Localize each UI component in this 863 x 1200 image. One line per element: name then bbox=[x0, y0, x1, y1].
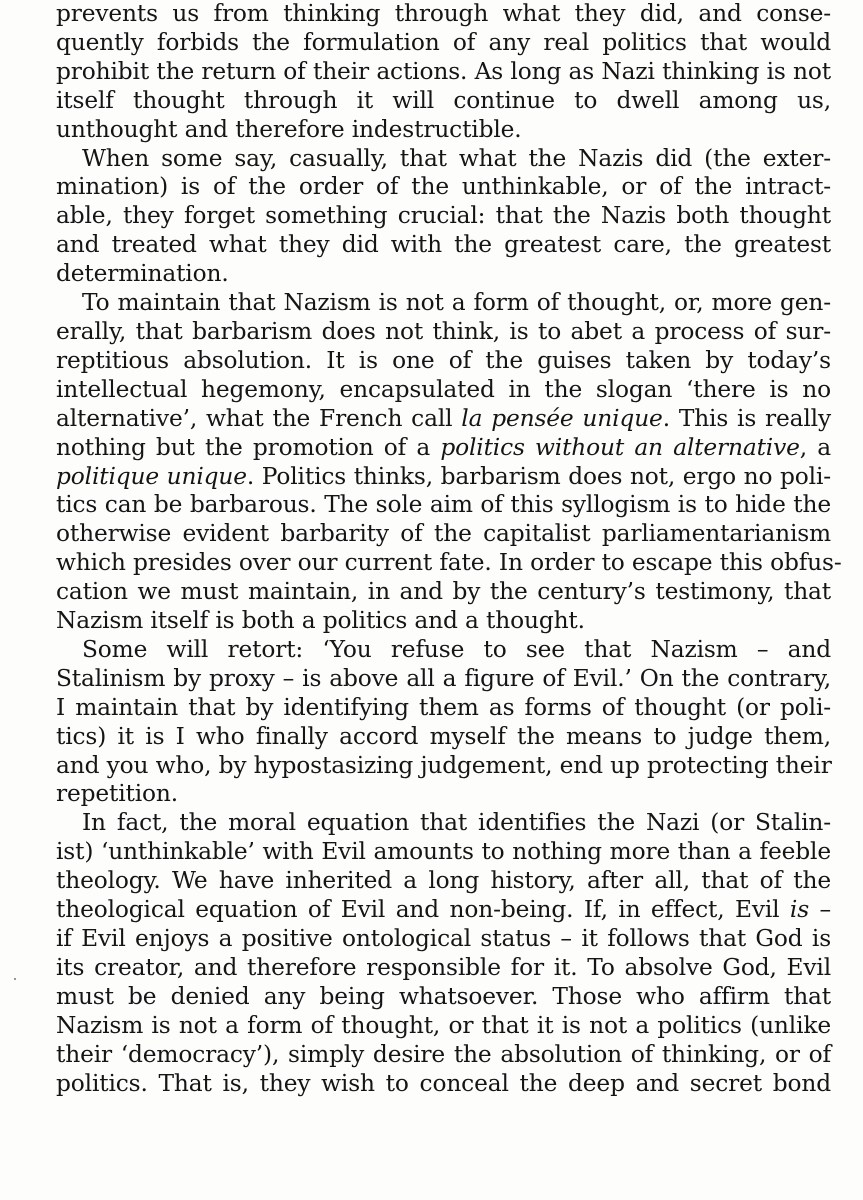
italic-phrase: la pensée unique bbox=[461, 404, 663, 432]
text-line: cation we must maintain, in and by the century’s testimony, that bbox=[56, 578, 831, 606]
text-line: must be denied any being whatsoever. Those who affirm that bbox=[56, 982, 831, 1010]
text-line: intellectual hegemony, encapsulated in the slogan ‘there is no bbox=[56, 375, 831, 403]
text-line: ist) ‘unthinkable’ with Evil amounts to nothing more than a feeble bbox=[56, 838, 831, 866]
italic-phrase: politics without an alternative bbox=[440, 433, 800, 461]
paragraph-3 bbox=[56, 289, 842, 636]
text-line: theological equation of Evil and non-being. If, in effect, Evil is – bbox=[56, 896, 831, 924]
text-line: able, they forget something crucial: that the Nazis both thought bbox=[56, 202, 831, 230]
stray-ink-mark bbox=[14, 978, 16, 980]
text-line: which presides over our current fate. In order to escape this obfus- bbox=[56, 549, 842, 577]
text-line: determination. bbox=[56, 260, 229, 288]
text-line: mination) is of the order of the unthinkable, or of the intract- bbox=[56, 173, 831, 201]
italic-phrase: is bbox=[789, 896, 810, 924]
text-line: Some will retort: ‘You refuse to see that Nazism – and bbox=[82, 635, 831, 663]
body-text bbox=[56, 0, 842, 1098]
italic-phrase: politique unique bbox=[56, 462, 247, 490]
text-line: Stalinism by proxy – is above all a figure of Evil.’ On the contrary, bbox=[56, 664, 831, 692]
text-line: tics can be barbarous. The sole aim of this syllogism is to hide the bbox=[56, 491, 831, 519]
text-line: Nazism itself is both a politics and a thought. bbox=[56, 607, 585, 635]
paragraph-1 bbox=[56, 0, 831, 145]
text-line: prohibit the return of their actions. As long as Nazi thinking is not bbox=[56, 57, 831, 85]
text-line: politique unique. Politics thinks, barbarism does not, ergo no poli- bbox=[56, 462, 831, 490]
text-line: theology. We have inherited a long history, after all, that of the bbox=[56, 867, 831, 895]
text-line: its creator, and therefore responsible for it. To absolve God, Evil bbox=[56, 953, 831, 981]
text-line: tics) it is I who finally accord myself the means to judge them, bbox=[56, 722, 831, 750]
text-line: politics. That is, they wish to conceal the deep and secret bond bbox=[56, 1069, 831, 1097]
text-line: quently forbids the formulation of any real politics that would bbox=[56, 28, 831, 56]
paragraph-2 bbox=[56, 145, 831, 290]
text-line: their ‘democracy’), simply desire the absolution of thinking, or of bbox=[56, 1040, 831, 1068]
text-line: repetition. bbox=[56, 780, 179, 808]
text-line: and you who, by hypostasizing judgement, end up protecting their bbox=[56, 751, 832, 779]
text-line: erally, that barbarism does not think, is to abet a process of sur- bbox=[56, 317, 831, 345]
text-line: itself thought through it will continue to dwell among us, bbox=[56, 86, 831, 114]
text-line: reptitious absolution. It is one of the guises taken by today’s bbox=[56, 346, 831, 374]
paragraph-5 bbox=[56, 809, 831, 1098]
text-line: alternative’, what the French call la pensée unique. This is really bbox=[56, 404, 831, 432]
text-line: When some say, casually, that what the Nazis did (the exter- bbox=[82, 144, 831, 172]
text-line: prevents us from thinking through what they did, and conse- bbox=[56, 0, 831, 27]
text-line: To maintain that Nazism is not a form of thought, or, more gen- bbox=[82, 289, 831, 317]
text-line: if Evil enjoys a positive ontological status – it follows that God is bbox=[56, 925, 831, 952]
text-line: unthought and therefore indestructible. bbox=[56, 115, 522, 143]
text-line: and treated what they did with the greatest care, the greatest bbox=[56, 231, 831, 259]
text-line: I maintain that by identifying them as forms of thought (or poli- bbox=[56, 693, 831, 721]
text-line: Nazism is not a form of thought, or that it is not a politics (unlike bbox=[56, 1011, 831, 1039]
text-line: nothing but the promotion of a politics without an alternative, a bbox=[56, 433, 831, 461]
paragraph-4 bbox=[56, 636, 831, 809]
text-line: In fact, the moral equation that identifies the Nazi (or Stalin- bbox=[82, 809, 831, 837]
text-line: otherwise evident barbarity of the capitalist parliamentarianism bbox=[56, 520, 831, 548]
